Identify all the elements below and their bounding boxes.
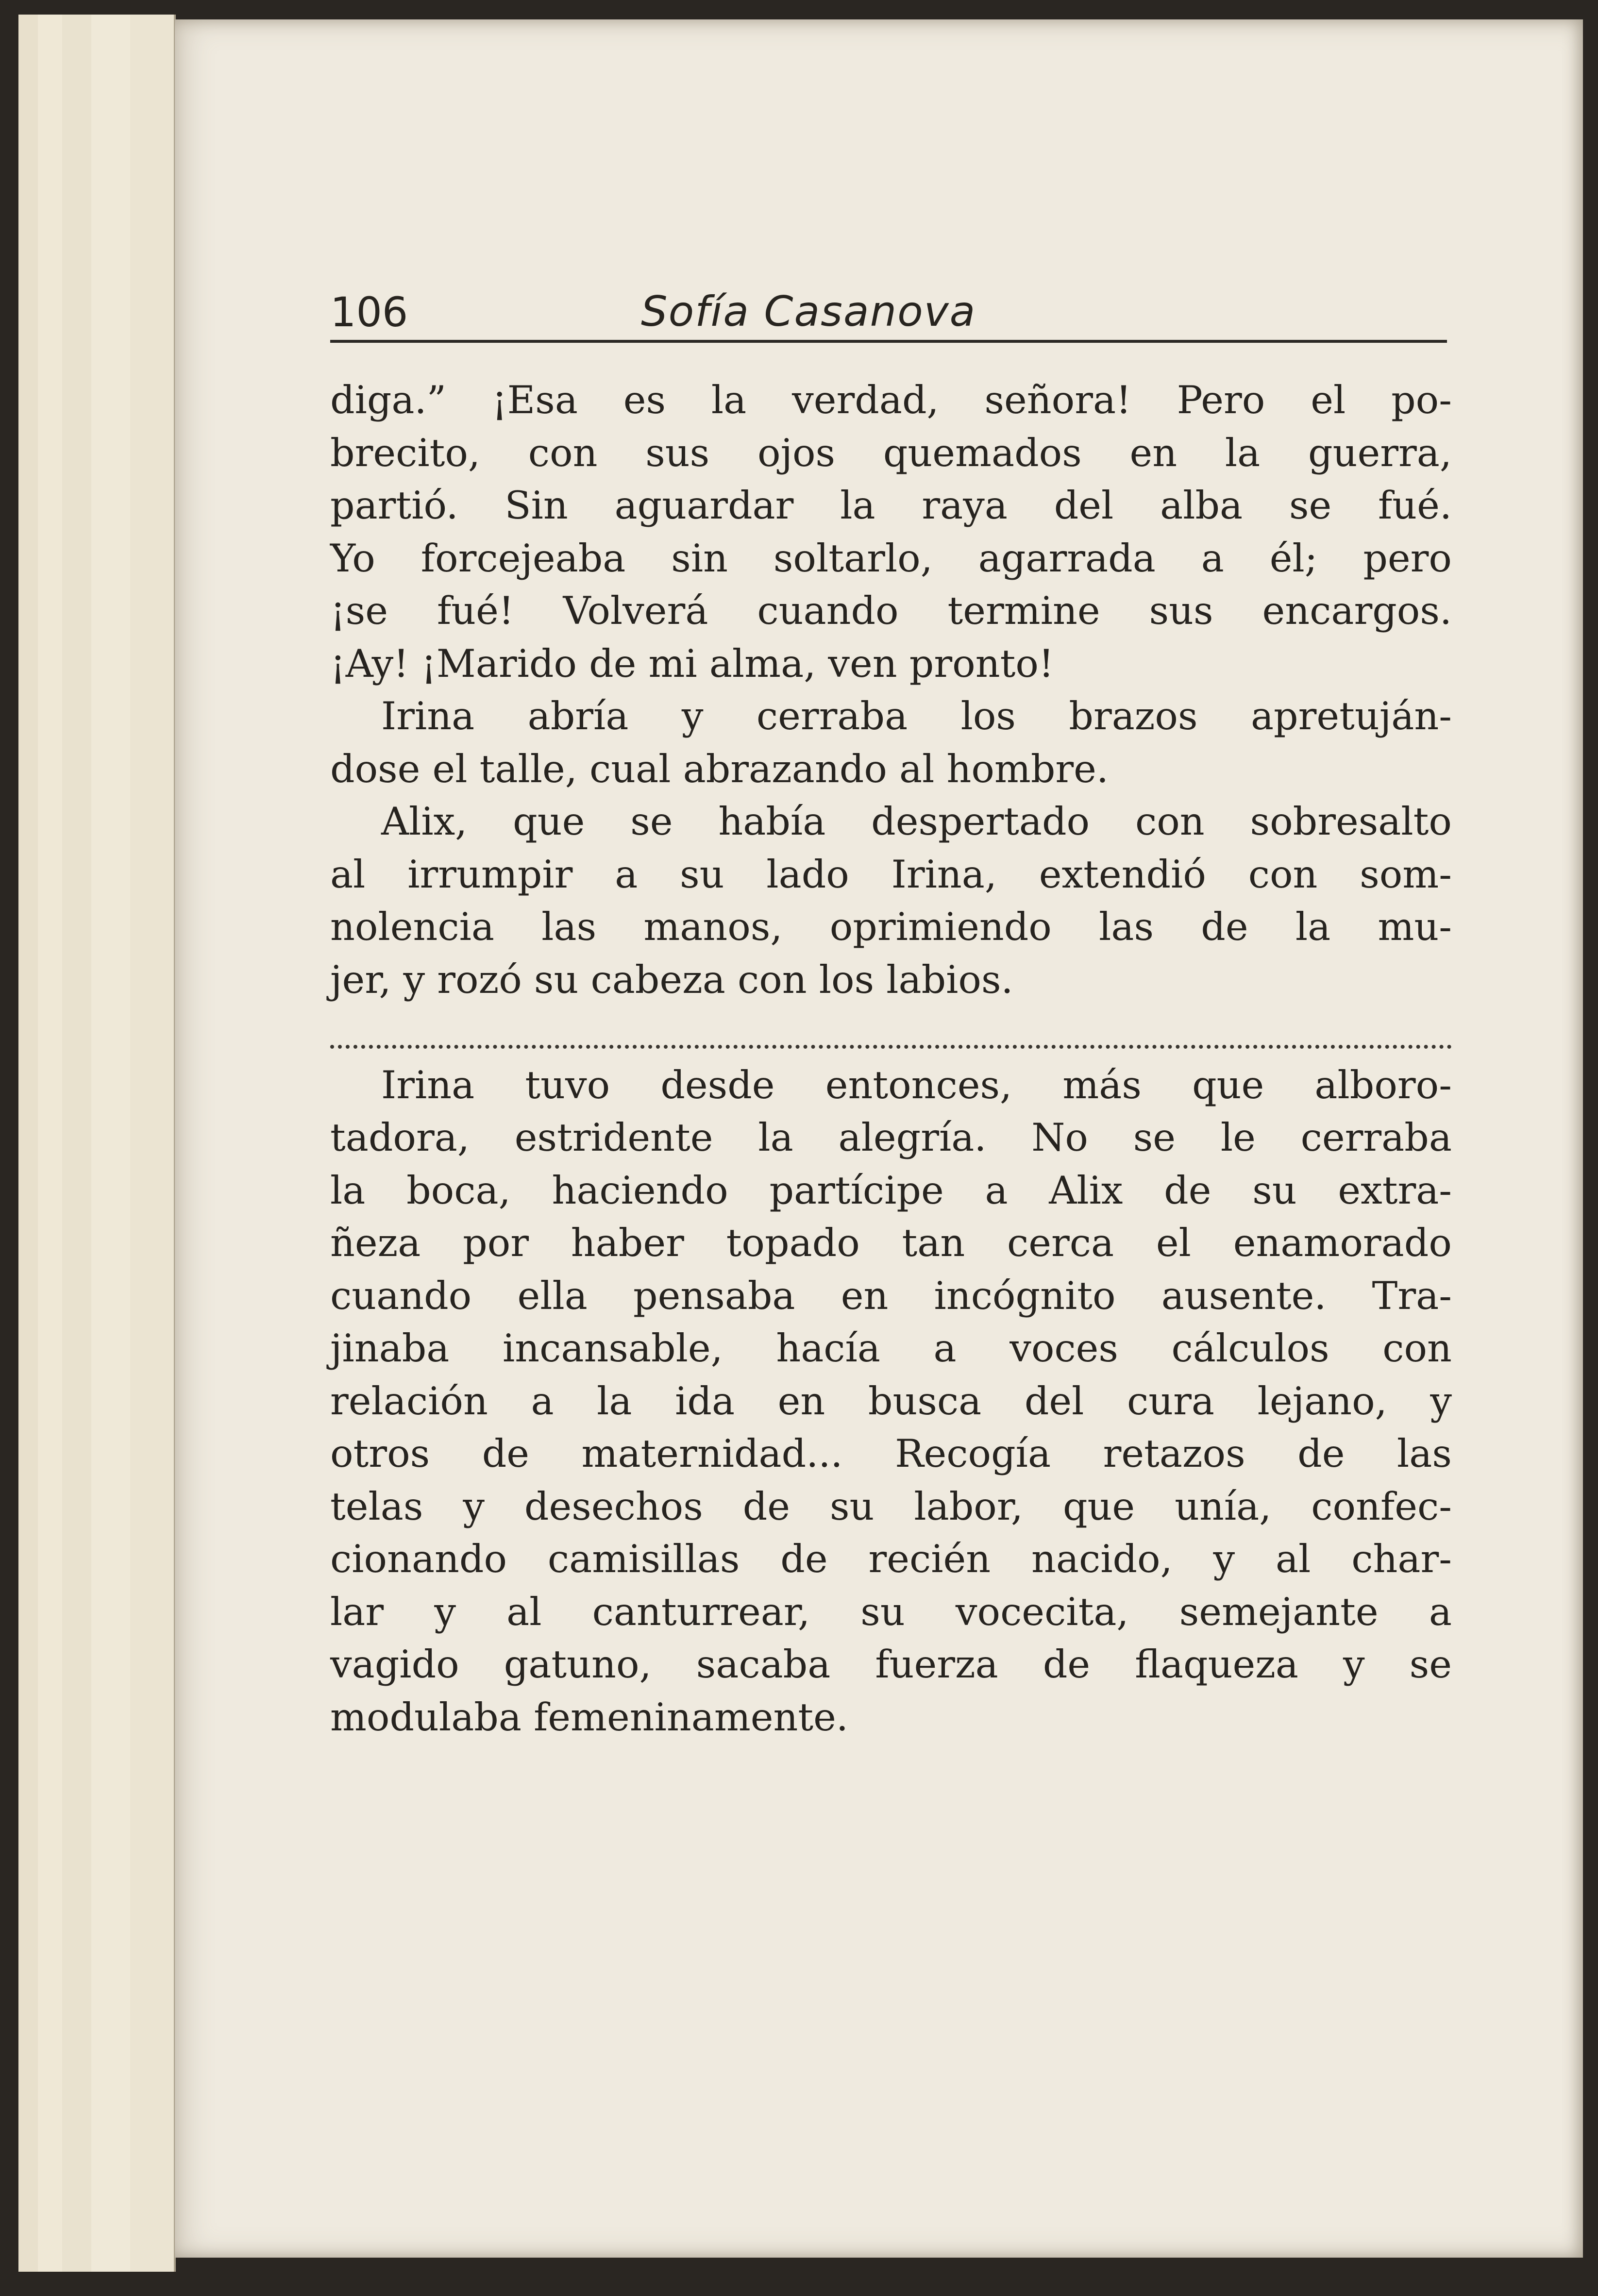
- page-edge: [130, 15, 176, 2272]
- page-edge: [18, 15, 39, 2272]
- text-line: ñeza por haber topado tan cerca el enamorado: [330, 1221, 1452, 1265]
- paragraph-3: [330, 795, 1452, 1006]
- text-line: jinaba incansable, hacía a voces cálculos con: [330, 1326, 1452, 1371]
- text-line: relación a la ida en busca del cura lejano, y: [330, 1378, 1452, 1424]
- text-line: telas y desechos de su labor, que unía, confec-: [330, 1484, 1452, 1529]
- text-line: tadora, estridente la alegría. No se le cerraba: [330, 1115, 1452, 1160]
- page-number: 106: [330, 288, 408, 336]
- text-line: cuando ella pensaba en incógnito ausente. Tra-: [330, 1273, 1452, 1318]
- paragraph-2: [330, 690, 1452, 795]
- text-line: otros de maternidad... Recogía retazos de las: [330, 1431, 1452, 1476]
- page-header: [330, 272, 1447, 343]
- text-line: dose el talle, cual abrazando al hombre.: [330, 746, 1109, 791]
- dotted-separator: [330, 1006, 1452, 1059]
- text-line: partió. Sin aguardar la raya del alba se fué.: [330, 483, 1452, 528]
- text-line: Irina tuvo desde entonces, más que alboro-: [381, 1062, 1452, 1107]
- text-line: ¡Ay! ¡Marido de mi alma, ven pronto!: [330, 641, 1054, 686]
- text-line: nolencia las manos, oprimiendo las de la mu-: [330, 905, 1452, 949]
- text-line: la boca, haciendo partícipe a Alix de su extra-: [330, 1168, 1452, 1213]
- text-line: diga.” ¡Esa es la verdad, señora! Pero el po-: [330, 378, 1452, 422]
- text-line: Irina abría y cerraba los brazos apretuján-: [381, 694, 1452, 738]
- text-line: cionando camisillas de recién nacido, y al char-: [330, 1537, 1452, 1581]
- text-line: Alix, que se había despertado con sobresalto: [381, 799, 1452, 844]
- text-line: jer, y rozó su cabeza con los labios.: [330, 957, 1013, 1002]
- page-edge: [38, 15, 64, 2272]
- page-edge: [91, 15, 132, 2272]
- text-line: vagido gatuno, sacaba fuerza de flaqueza y se: [330, 1642, 1452, 1687]
- text-line: modulaba femeninamente.: [330, 1694, 849, 1740]
- paragraph-4: [330, 1059, 1452, 1744]
- body-text: [330, 374, 1452, 1743]
- text-line: Yo forcejeaba sin soltarlo, agarrada a él; pero: [330, 536, 1452, 581]
- text-line: ¡se fué! Volverá cuando termine sus encargos.: [330, 588, 1452, 633]
- paragraph-1: [330, 374, 1452, 690]
- text-line: lar y al canturrear, su vocecita, semejante a: [330, 1589, 1452, 1634]
- page-edge: [62, 15, 93, 2272]
- text-line: brecito, con sus ojos quemados en la guerra,: [330, 430, 1452, 475]
- running-head-author: Sofía Casanova: [641, 287, 976, 336]
- text-line: al irrumpir a su lado Irina, extendió con som-: [330, 852, 1452, 897]
